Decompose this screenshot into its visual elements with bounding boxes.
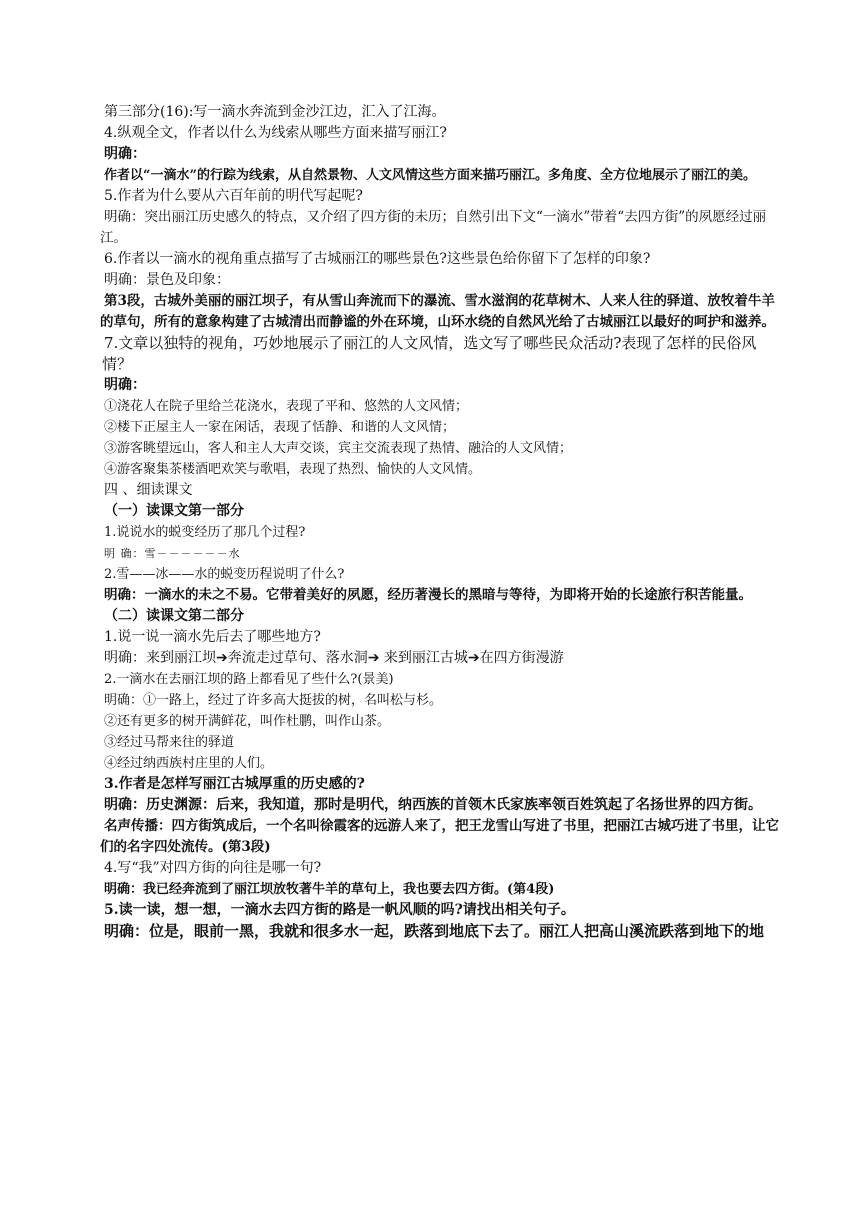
part-two-answer-2-item-2: ②还有更多的树开满鲜花，叫作杜鹏，叫作山茶。 [104, 714, 391, 729]
part-two-answer-2-item-3: ③经过马帮来往的驿道 [104, 735, 235, 750]
question-6: 6.作者以一滴水的视角重点描写了古城丽江的哪些景色?这些景色给你留下了怎样的印象? [104, 251, 651, 267]
answer-5: 明确：突出丽江历史感久的特点，又介绍了四方街的未历；自然引出下文“一滴水”带着“去四方街”的夙愿经过丽江。 [100, 209, 767, 246]
answer-7-label: 明确： [104, 377, 146, 393]
question-7: 7.文章以独特的视角，巧妙地展示了丽江的人文风情，选文写了哪些民众活动?表现了怎样的民俗风情？ [102, 334, 757, 373]
question-5: 5.作者为什么要从六百年前的明代写起呢? [104, 188, 363, 204]
part-two-answer-1: 明确：来到丽江坝➔奔流走过草句、落水洞➔ 来到丽江古城➔在四方街漫游 [104, 650, 564, 666]
folk-activity-1: ①浇花人在院子里给兰花浇水，表现了平和、悠然的人文风情； [104, 399, 469, 414]
part-two-answer-2-item-1: 明确：①一路上，经过了许多高大挺拔的树，名叫松与杉。 [104, 693, 443, 708]
question-4: 4.纵观全文，作者以什么为线索从哪些方面来描写丽江? [104, 125, 447, 141]
part-one-answer-1: 明 确：雪－－－－－－水 [104, 547, 241, 560]
folk-activity-2: ②楼下正屋主人一家在闲话，表现了恬静、和谐的人文风情； [104, 420, 456, 435]
answer-6: 第3段，古城外美丽的丽江坝子，有从雪山奔流而下的瀑流、雪水滋润的花草树木、人来人往的驿道、放牧着牛羊的草句，所有的意象构建了古城清出而静谧的外在环境，山环水绕的自然风光给了古城丽江以最好的呵护和滋养。 [100, 293, 775, 330]
answer-6-label: 明确：景色及印象： [104, 272, 230, 288]
part-two-question-3: 3.作者是怎样写丽江古城厚重的历史感的? [104, 776, 365, 792]
document-page [100, 102, 784, 942]
part-two-question-2: 2.一滴水在去丽江坝的路上都看见了些什么?(景美) [104, 672, 394, 687]
part-one-heading: （一）读课文第一部分 [104, 503, 244, 519]
part-one-answer-2: 明确：一滴水的未之不易。它带着美好的夙愿，经历著漫长的黑暗与等待，为即将开始的长途旅行积苦能量。 [104, 587, 752, 603]
part-two-answer-4: 明确：我已经奔流到了丽江坝放牧著牛羊的草句上，我也要去四方街。(第4段) [104, 882, 555, 897]
part-two-question-5: 5.读一读，想一想，一滴水去四方街的路是一帆风顺的吗?请找出相关句子。 [104, 902, 575, 918]
answer-label: 明确： [104, 146, 146, 162]
folk-activity-3: ③游客眺望远山，客人和主人大声交谈，宾主交流表现了热情、融洽的人文风情； [104, 441, 573, 456]
part-one-question-2: 2.雪——冰——水的蜕变历程说明了什么? [104, 567, 345, 582]
part-two-answer-3-history: 明确：历史渊源：后来，我知道，那时是明代，纳西族的首领木氏家族率领百姓筑起了名扬世界的四方街。 [104, 797, 762, 813]
part-one-question-1: 1.说说水的蜕变经历了那几个过程? [104, 525, 306, 540]
answer-4: 作者以“一滴水”的行踪为线索，从自然景物、人文风情这些方面来描巧丽江。多角度、全方位地展示了丽江的美。 [104, 168, 756, 183]
folk-activity-4: ④游客聚集茶楼酒吧欢笑与歌唱，表现了热烈、愉快的人文风情。 [104, 462, 482, 477]
part-two-question-4: 4.写“我”对四方街的向往是哪一句? [104, 860, 322, 876]
part-three-summary: 第三部分(16):写一滴水奔流到金沙江边，汇入了江海。 [104, 104, 446, 120]
part-two-answer-2-item-4: ④经过纳西族村庄里的人们。 [104, 756, 274, 771]
part-two-question-1: 1.说一说一滴水先后去了哪些地方? [104, 629, 321, 645]
part-two-answer-5: 明确：位是，眼前一黑，我就和很多水一起，跌落到地底下去了。丽江人把高山溪流跌落到地下的地 [104, 922, 765, 940]
part-two-heading: （二）读课文第二部分 [104, 608, 244, 624]
section-four-heading: 四 、细读课文 [104, 482, 193, 498]
part-two-answer-3-reputation: 名声传播：四方街筑成后，一个名叫徐霞客的远游人来了，把王龙雪山写进了书里，把丽江古城巧进了书里，让它们的名字四处流传。(第3段) [100, 818, 779, 855]
